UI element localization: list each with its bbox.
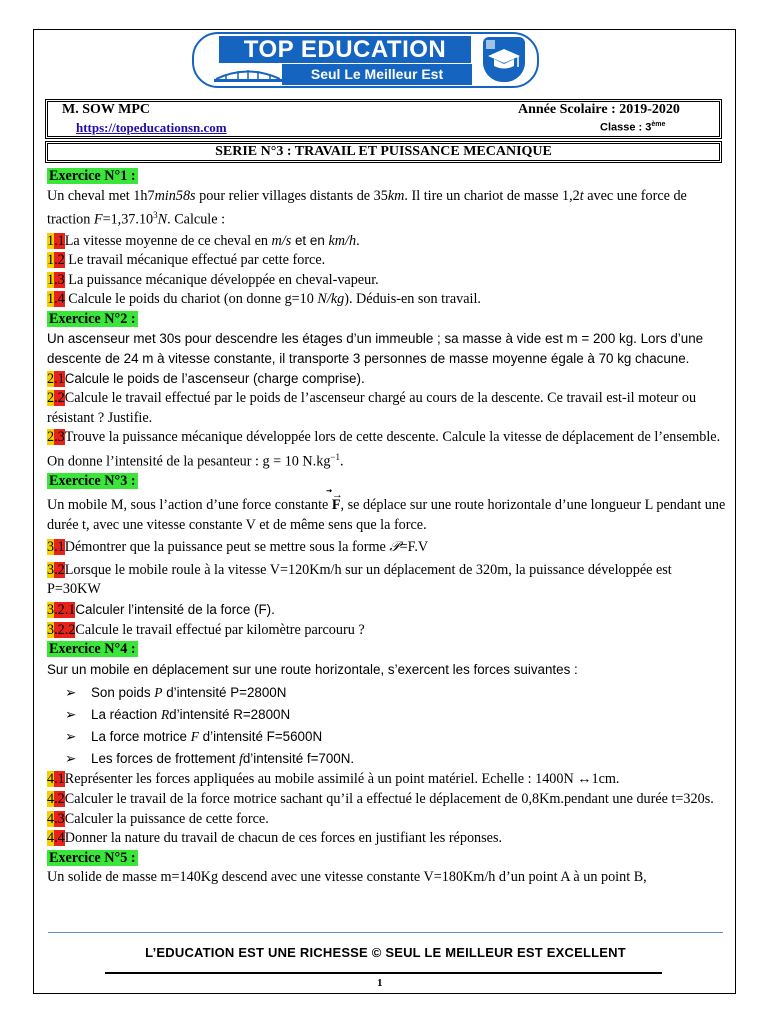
question-4-1: 4.1Représenter les forces appliquées au mobile assimilé à un point matériel. Echelle : 1400N ↔1cm. — [47, 771, 620, 788]
graduation-cap-icon — [483, 37, 525, 82]
question-4-3: 4.3Calculer la puissance de cette force. — [47, 810, 269, 827]
question-3-2-1: 3.2.1Calculer l’intensité de la force (F). — [47, 601, 275, 618]
teacher-name: M. SOW MPC — [62, 102, 151, 117]
website-link[interactable]: https://topeducationsn.com — [76, 120, 227, 135]
question-2-3: 2.3Trouve la puissance mécanique développée lors de cette descente. Calcule la vitesse de déplacement de l’ensemble. On donne l’intensité de la pesanteur : g = 10 $N.kg^{-1}$. — [47, 429, 721, 470]
series-title: SERIE N°3 : TRAVAIL ET PUISSANCE MECANIQUE — [45, 141, 722, 163]
question-2-1: 2.1Calcule le poids de l’ascenseur (charge comprise). — [47, 370, 365, 387]
logo-slogan: Seul Le Meilleur Est Excellent — [282, 64, 472, 85]
bridge-icon — [214, 66, 282, 84]
list-item: ➢ Son poids P d’intensité P=2800N — [65, 685, 287, 701]
logo-title: TOP EDUCATION — [219, 36, 471, 63]
exercise-2-intro: Un ascenseur met 30s pour descendre les étages d’un immeuble ; sa masse à vide est m = 200 kg. Lors d’une descente de 24 m à vitesse constante, il transporte 3 personnes de masse moyenne égale à 70 kg chacune. — [47, 331, 704, 367]
question-2-2: 2.2Calcule le travail effectué par le poids de l’ascenseur chargé au cours de la descente. Ce travail est-il moteur ou résistant ? Justifie. — [47, 390, 697, 426]
list-item: ➢ Les forces de frottement fd’intensité f=700N. — [65, 751, 355, 767]
exercise-5-title: Exercice N°5 : — [49, 849, 136, 866]
question-1-2: 1.2 Le travail mécanique effectué par cette force. — [47, 252, 326, 269]
force-vector: ⃗→ F — [331, 488, 343, 513]
question-1-3: 1.3 La puissance mécanique développée en cheval-vapeur. — [47, 271, 379, 288]
exercise-1-intro: Un cheval met 1h7min58s pour relier villages distants de 35km. Il tire un chariot de masse 1,2t avec une force de traction $F=1,37.10^3N$. Calcule : — [47, 187, 687, 228]
logo — [192, 32, 539, 103]
question-3-1: 3.1Démontrer que la puissance peut se mettre sous la forme 𝒫=F.V — [47, 539, 429, 556]
question-4-2: 4.2Calculer le travail de la force motrice sachant qu’il a effectué le déplacement de 0,8Km.pendant une durée t=320s. — [47, 790, 714, 807]
exercise-4-intro: Sur un mobile en déplacement sur une route horizontale, s’exercent les forces suivantes : — [47, 661, 578, 677]
exercise-1-title: Exercice N°1 : — [49, 168, 136, 184]
list-item: ➢ La force motrice F d’intensité F=5600N — [65, 729, 323, 745]
question-4-4: 4.4Donner la nature du travail de chacun de ces forces en justifiant les réponses. — [47, 830, 503, 847]
exercise-3-intro: Un mobile M, sous l’action d’une force constante ⃗→ F, se déplace sur une route horizontale d’une longueur L pendant une durée t, avec une vitesse constante V et de même sens que la force. — [47, 488, 726, 533]
question-1-4: 1.4 Calcule le poids du chariot (on donne g=10 N/kg). Déduis-en son travail. — [47, 291, 481, 308]
question-1-1: 1.1La vitesse moyenne de ce cheval en m/s et en km/h. — [47, 232, 360, 249]
footer-divider — [48, 932, 723, 933]
footer-rule — [105, 972, 662, 974]
page-number: 1 — [377, 977, 383, 989]
exercise-4-title: Exercice N°4 : — [49, 641, 136, 658]
forces-list — [47, 682, 727, 770]
question-3-2: 3.2Lorsque le mobile roule à la vitesse V=120Km/h sur un déplacement de 320m, la puissance développée est P=30KW — [47, 561, 672, 598]
exercise-3-title: Exercice N°3 : — [49, 473, 136, 490]
exercise-5-intro: Un solide de masse m=140Kg descend avec une vitesse constante V=180Km/h d’un point A à un point B, — [47, 869, 647, 886]
exercise-2-title: Exercice N°2 : — [49, 310, 136, 327]
list-item: ➢ La réaction Rd’intensité R=2800N — [65, 707, 291, 723]
class-label: Classe : 3ème — [600, 121, 666, 134]
exercise-content — [47, 167, 727, 888]
school-year: Année Scolaire : 2019-2020 — [518, 102, 680, 117]
question-3-2-2: 3.2.2Calcule le travail effectué par kilomètre parcouru ? — [47, 621, 365, 638]
footer-motto: L’EDUCATION EST UNE RICHESSE © SEUL LE MEILLEUR EST EXCELLENT — [145, 945, 626, 960]
